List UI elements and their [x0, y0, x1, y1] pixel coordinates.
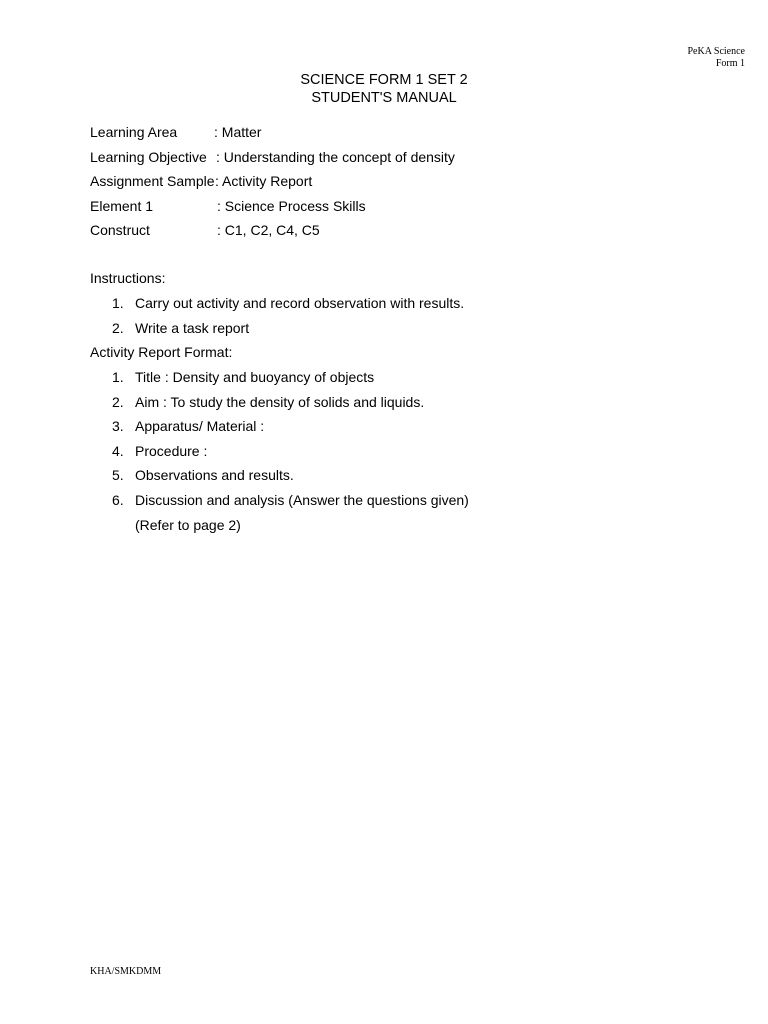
detail-value: : Matter: [214, 124, 262, 140]
list-item-number: 2.: [112, 319, 124, 336]
detail-value: : Activity Report: [215, 173, 313, 189]
list-item-number: 5.: [112, 467, 124, 484]
page-footer: KHA/SMKDMM: [90, 966, 162, 977]
list-item-text: Aim : To study the density of solids and liquids.: [135, 393, 425, 410]
list-item-number: 6.: [112, 491, 124, 508]
list-item-text: Carry out activity and record observation with results.: [135, 295, 465, 311]
header-form: Form 1: [715, 58, 745, 69]
list-item-number: 1.: [112, 369, 124, 385]
detail-label: Learning Area: [90, 124, 178, 140]
list-item-text: Discussion and analysis (Answer the questions given): [135, 491, 469, 508]
list-item-number: 1.: [112, 295, 124, 311]
instructions-heading: Instructions:: [90, 270, 166, 286]
list-item-text: Observations and results.: [135, 467, 294, 484]
detail-label: Assignment Sample: [90, 173, 215, 189]
list-item-number: 2.: [112, 393, 124, 410]
detail-label: Element 1: [90, 197, 154, 214]
list-item-text: Write a task report: [135, 319, 250, 336]
page-reference-note: (Refer to page 2): [135, 517, 241, 533]
title-line-2: STUDENT'S MANUAL: [311, 90, 457, 106]
list-item-number: 4.: [112, 442, 124, 459]
detail-value: : C1, C2, C4, C5: [217, 222, 320, 238]
detail-value: : Science Process Skills: [217, 197, 366, 214]
detail-value: : Understanding the concept of density: [216, 148, 455, 165]
list-item-number: 3.: [112, 418, 124, 435]
document-title: [0, 71, 768, 107]
list-item-text: Procedure :: [135, 442, 208, 459]
report-format-heading: Activity Report Format:: [90, 344, 233, 360]
title-line-1: SCIENCE FORM 1 SET 2: [300, 72, 468, 88]
detail-label: Learning Objective: [90, 148, 207, 165]
detail-label: Construct: [90, 222, 150, 238]
page-header: [688, 46, 746, 70]
list-item-text: Apparatus/ Material :: [135, 418, 265, 435]
header-subject: PeKA Science: [687, 46, 745, 57]
list-item-text: Title : Density and buoyancy of objects: [135, 369, 375, 385]
